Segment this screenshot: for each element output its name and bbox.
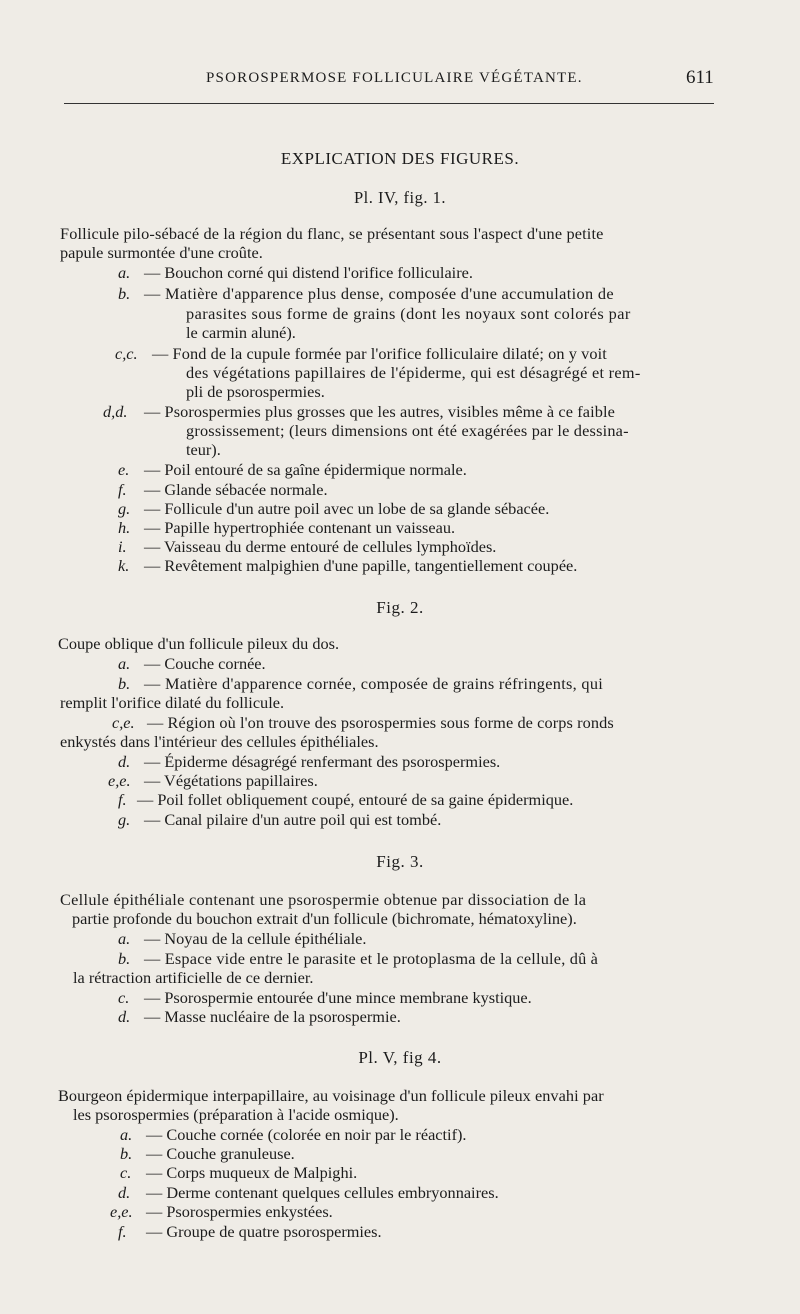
- item-label: f.: [118, 480, 127, 499]
- intro-line: Cellule épithéliale contenant une psorospermie obtenue par dissociation de la: [60, 890, 587, 909]
- item-label: h.: [118, 518, 131, 537]
- item-text: — Canal pilaire d'un autre poil qui est tombé.: [144, 810, 442, 829]
- item-label: c,e.: [112, 713, 135, 732]
- item-text: — Papille hypertrophiée contenant un vaisseau.: [144, 518, 456, 537]
- item-label: b.: [118, 284, 131, 303]
- item-label: a.: [118, 654, 131, 673]
- item-text: — Espace vide entre le parasite et le protoplasma de la cellule, dû à: [144, 949, 599, 968]
- item-text: — Derme contenant quelques cellules embryonnaires.: [146, 1183, 499, 1202]
- item-text: — Matière d'apparence cornée, composée de grains réfringents, qui: [144, 674, 604, 693]
- running-title: PSOROSPERMOSE FOLLICULAIRE VÉGÉTANTE.: [206, 70, 583, 86]
- item-text: — Épiderme désagrégé renfermant des psorospermies.: [144, 752, 501, 771]
- item-text: — Psorospermies plus grosses que les autres, visibles même à ce faible: [144, 402, 615, 421]
- item-label: k.: [118, 556, 130, 575]
- intro-line: Follicule pilo-sébacé de la région du flanc, se présentant sous l'aspect d'une petite: [60, 224, 604, 243]
- item-text: — Vaisseau du derme entouré de cellules lymphoïdes.: [144, 537, 497, 556]
- item-label: e,e.: [110, 1202, 133, 1221]
- item-label: i.: [118, 537, 127, 556]
- item-text: teur).: [186, 440, 221, 459]
- item-text: remplit l'orifice dilaté du follicule.: [60, 693, 285, 712]
- item-label: c.: [120, 1163, 132, 1182]
- item-label: a.: [120, 1125, 133, 1144]
- section-heading: Fig. 3.: [376, 852, 424, 871]
- item-text: — Région où l'on trouve des psorospermies sous forme de corps ronds: [147, 713, 614, 732]
- item-text: la rétraction artificielle de ce dernier.: [73, 968, 314, 987]
- item-text: — Psorospermie entourée d'une mince membrane kystique.: [144, 988, 532, 1007]
- item-label: e,e.: [108, 771, 131, 790]
- item-text: — Couche granuleuse.: [146, 1144, 295, 1163]
- item-label: d.: [118, 1183, 131, 1202]
- item-text: enkystés dans l'intérieur des cellules épithéliales.: [60, 732, 379, 751]
- item-text: pli de psorospermies.: [186, 382, 325, 401]
- item-text: — Groupe de quatre psorospermies.: [146, 1222, 382, 1241]
- item-text: — Bouchon corné qui distend l'orifice folliculaire.: [144, 263, 473, 282]
- item-text: — Psorospermies enkystées.: [146, 1202, 333, 1221]
- item-label: f.: [118, 1222, 127, 1241]
- section-heading: Pl. V, fig 4.: [358, 1048, 442, 1067]
- intro-line: les psorospermies (préparation à l'acide osmique).: [73, 1105, 399, 1124]
- item-label: c.: [118, 988, 130, 1007]
- item-text: — Corps muqueux de Malpighi.: [146, 1163, 358, 1182]
- item-label: a.: [118, 263, 131, 282]
- running-head: [0, 67, 800, 94]
- intro-line: Bourgeon épidermique interpapillaire, au voisinage d'un follicule pileux envahi par: [58, 1086, 604, 1105]
- item-text: — Fond de la cupule formée par l'orifice folliculaire dilaté; on y voit: [152, 344, 607, 363]
- item-text: — Poil entouré de sa gaîne épidermique normale.: [144, 460, 467, 479]
- page-title: EXPLICATION DES FIGURES.: [280, 149, 520, 168]
- intro-line: papule surmontée d'une croûte.: [60, 243, 263, 262]
- intro-line: partie profonde du bouchon extrait d'un follicule (bichromate, hématoxyline).: [72, 909, 577, 928]
- item-text: — Revêtement malpighien d'une papille, tangentiellement coupée.: [144, 556, 578, 575]
- item-label: b.: [118, 949, 131, 968]
- item-text: — Matière d'apparence plus dense, composée d'une accumulation de: [144, 284, 614, 303]
- item-label: f.: [118, 790, 127, 809]
- item-label: c,c.: [115, 344, 138, 363]
- item-label: b.: [120, 1144, 133, 1163]
- item-text: — Glande sébacée normale.: [144, 480, 328, 499]
- item-text: le carmin aluné).: [186, 323, 296, 342]
- item-text: — Noyau de la cellule épithéliale.: [144, 929, 367, 948]
- item-text: parasites sous forme de grains (dont les noyaux sont colorés par: [186, 304, 631, 323]
- item-text: — Végétations papillaires.: [144, 771, 318, 790]
- item-label: b.: [118, 674, 131, 693]
- section-heading: Pl. IV, fig. 1.: [354, 188, 446, 207]
- item-text: — Follicule d'un autre poil avec un lobe de sa glande sébacée.: [144, 499, 550, 518]
- intro-line: Coupe oblique d'un follicule pileux du dos.: [58, 634, 340, 653]
- item-label: e.: [118, 460, 130, 479]
- item-text: — Couche cornée (colorée en noir par le réactif).: [146, 1125, 467, 1144]
- page-number: 611: [686, 67, 714, 88]
- item-label: d.: [118, 752, 131, 771]
- item-label: g.: [118, 810, 131, 829]
- item-label: g.: [118, 499, 131, 518]
- item-text: grossissement; (leurs dimensions ont été exagérées par le dessina-: [186, 421, 629, 440]
- item-label: d,d.: [103, 402, 128, 421]
- item-text: — Masse nucléaire de la psorospermie.: [144, 1007, 401, 1026]
- section-heading: Fig. 2.: [376, 598, 424, 617]
- header-rule: [64, 103, 714, 104]
- item-text: des végétations papillaires de l'épiderme, qui est désagrégé et rem-: [186, 363, 641, 382]
- item-label: d.: [118, 1007, 131, 1026]
- item-text: — Poil follet obliquement coupé, entouré de sa gaine épidermique.: [137, 790, 574, 809]
- item-text: — Couche cornée.: [144, 654, 266, 673]
- item-label: a.: [118, 929, 131, 948]
